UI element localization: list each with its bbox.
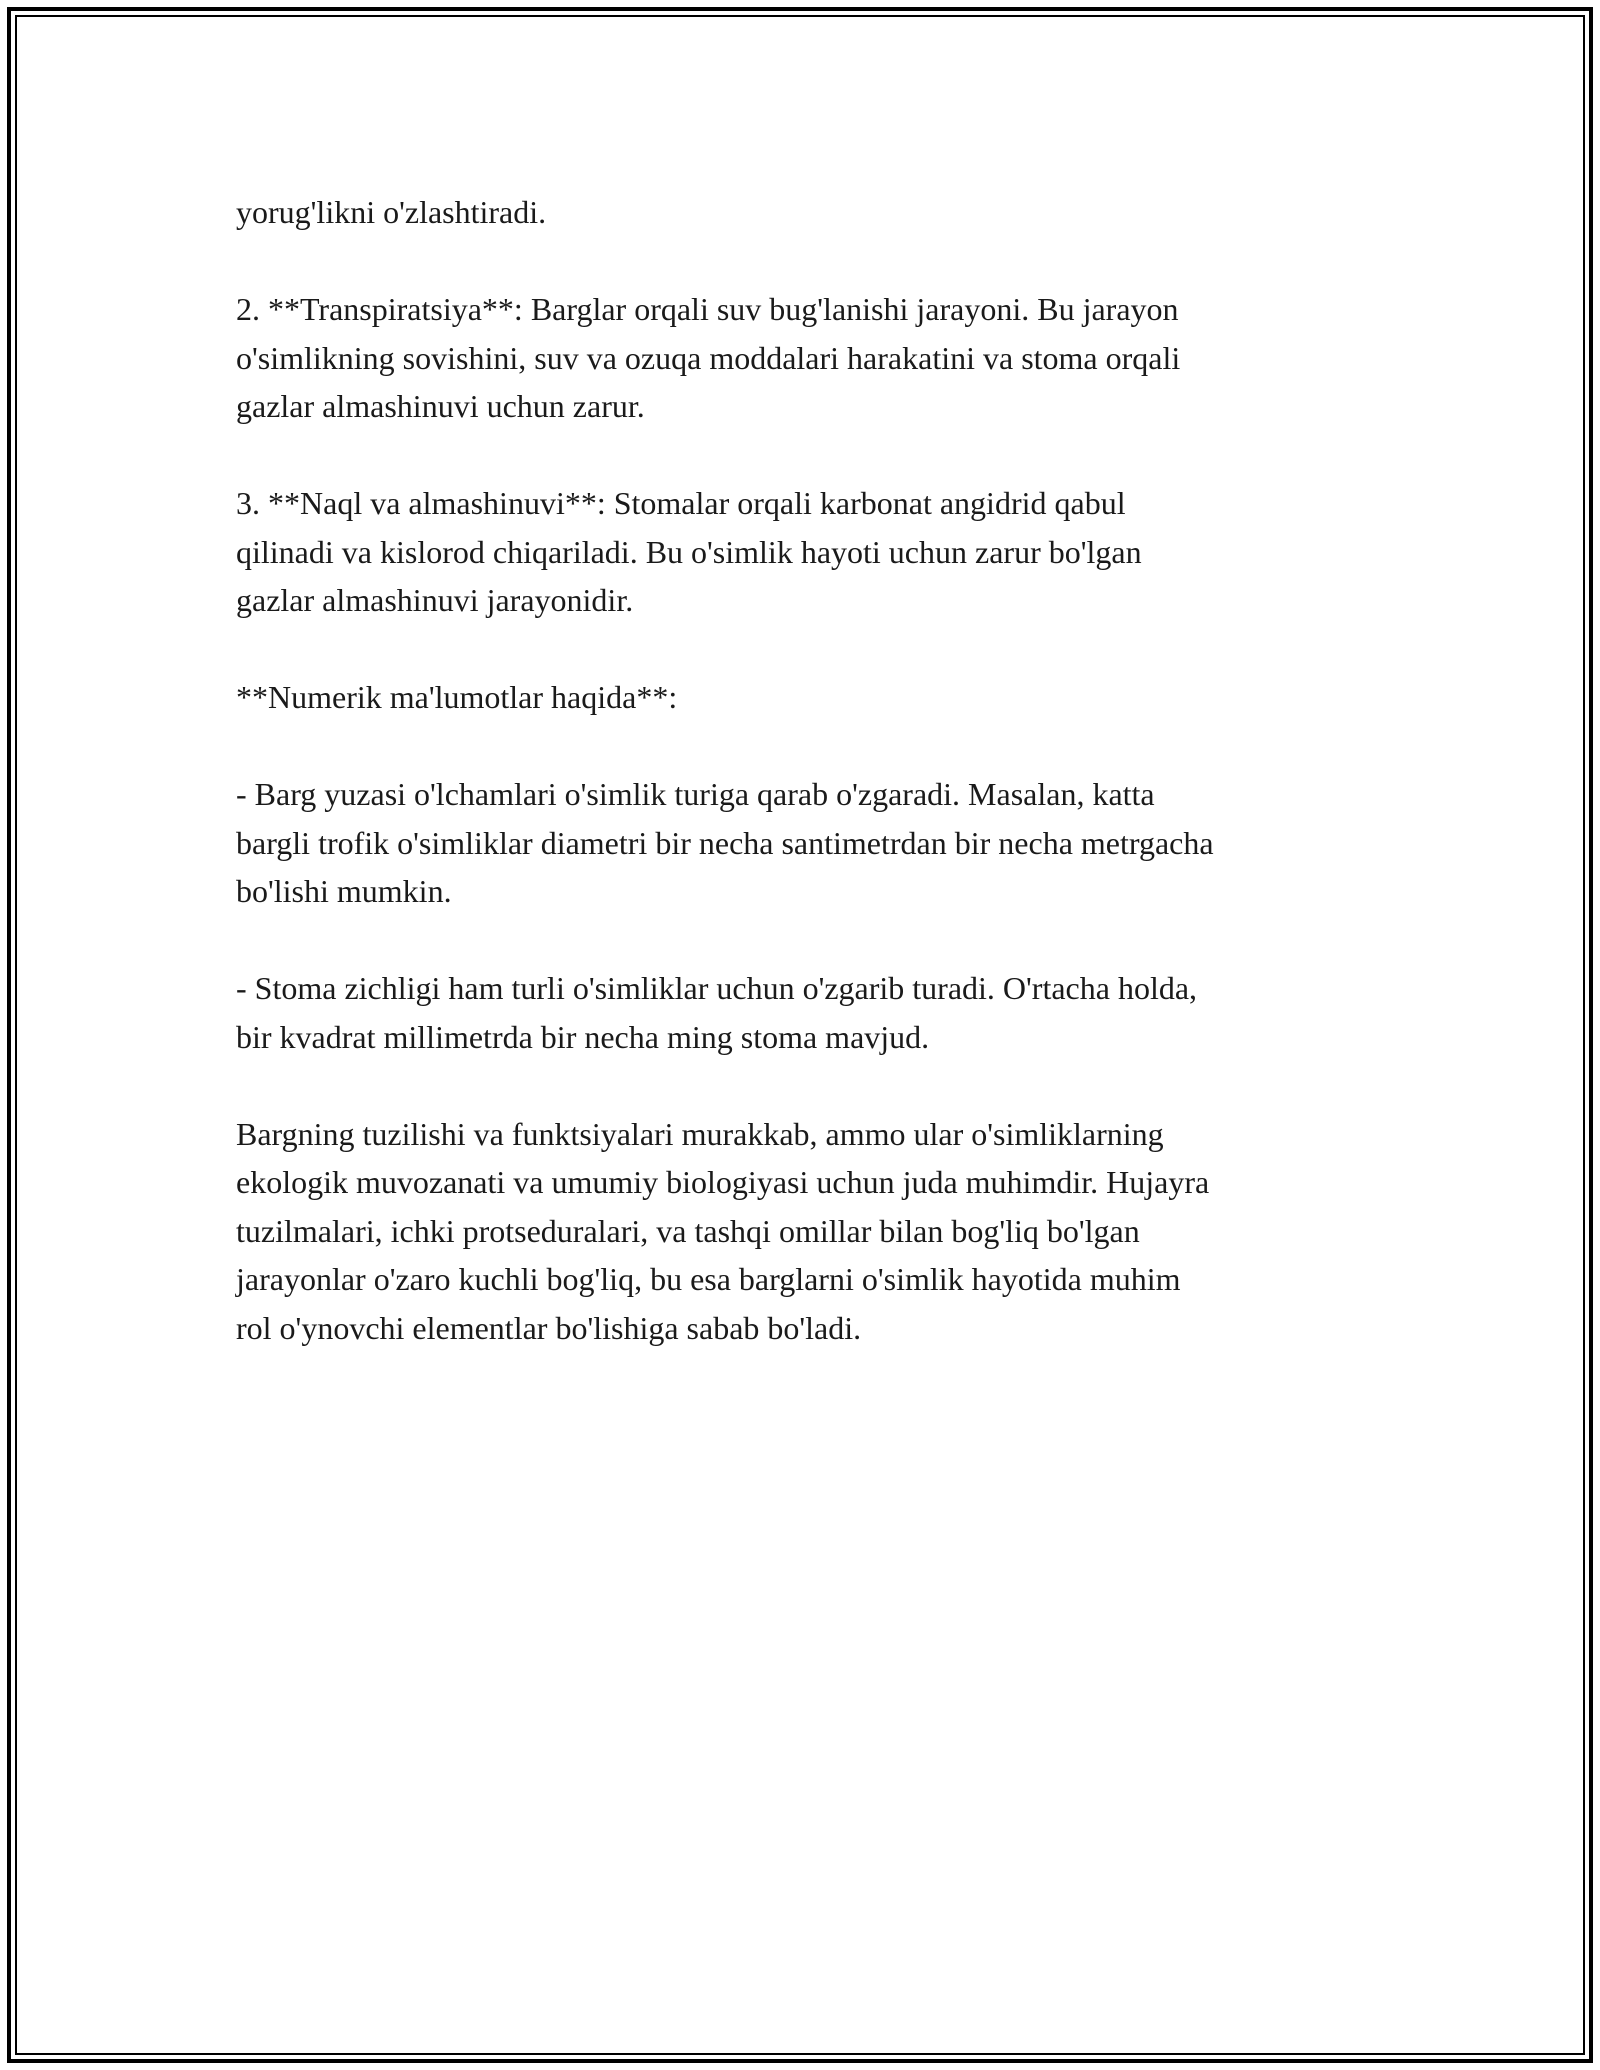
bullet-leaf-size — [236, 770, 1376, 916]
text-line: tuzilmalari, ichki protseduralari, va tashqi omillar bilan bog'liq bo'lgan — [236, 1212, 1140, 1249]
text-line: rol o'ynovchi elementlar bo'lishiga sabab bo'ladi. — [236, 1309, 862, 1346]
paragraph-gap — [236, 916, 1376, 965]
text-line: bo'lishi mumkin. — [236, 873, 452, 909]
text-line: ekologik muvozanati va umumiy biologiyasi uchun juda muhimdir. Hujayra — [236, 1164, 1210, 1200]
paragraph-gap — [236, 431, 1376, 480]
text-line: Bargning tuzilishi va funktsiyalari murakkab, ammo ular o'simliklarning — [236, 1115, 1164, 1152]
paragraph-gap — [236, 1061, 1376, 1110]
document-body — [236, 188, 1376, 1352]
text-line: yorug'likni o'zlashtiradi. — [236, 194, 547, 230]
text-line: 2. **Transpiratsiya**: Barglar orqali suv bug'lanishi jarayoni. Bu jarayon — [236, 291, 1179, 327]
text-line: gazlar almashinuvi uchun zarur. — [236, 388, 645, 424]
text-line: 3. **Naql va almashinuvi**: Stomalar orqali karbonat angidrid qabul — [236, 485, 1126, 521]
text-line: **Numerik ma'lumotlar haqida**: — [236, 679, 678, 715]
text-line: bir kvadrat millimetrda bir necha ming stoma mavjud. — [236, 1018, 930, 1055]
section-heading-numeric-data — [236, 673, 1376, 722]
paragraph-conclusion — [236, 1110, 1376, 1353]
paragraph-gap — [236, 237, 1376, 286]
paragraph-gap — [236, 625, 1376, 674]
bullet-stoma-density — [236, 964, 1376, 1061]
text-line: gazlar almashinuvi jarayonidir. — [236, 582, 634, 618]
paragraph-gas-exchange — [236, 479, 1376, 625]
paragraph-gap — [236, 722, 1376, 771]
text-line: jarayonlar o'zaro kuchli bog'liq, bu esa barglarni o'simlik hayotida muhim — [236, 1261, 1181, 1297]
text-line: - Stoma zichligi ham turli o'simliklar uchun o'zgarib turadi. O'rtacha holda, — [236, 970, 1198, 1006]
text-line: - Barg yuzasi o'lchamlari o'simlik turiga qarab o'zgaradi. Masalan, katta — [236, 776, 1155, 812]
paragraph-continuation — [236, 188, 1376, 237]
paragraph-transpiration — [236, 285, 1376, 431]
text-line: o'simlikning sovishini, suv va ozuqa moddalari harakatini va stoma orqali — [236, 339, 1181, 376]
text-line: bargli trofik o'simliklar diametri bir necha santimetrdan bir necha metrgacha — [236, 824, 1214, 861]
text-line: qilinadi va kislorod chiqariladi. Bu o'simlik hayoti uchun zarur bo'lgan — [236, 533, 1142, 570]
